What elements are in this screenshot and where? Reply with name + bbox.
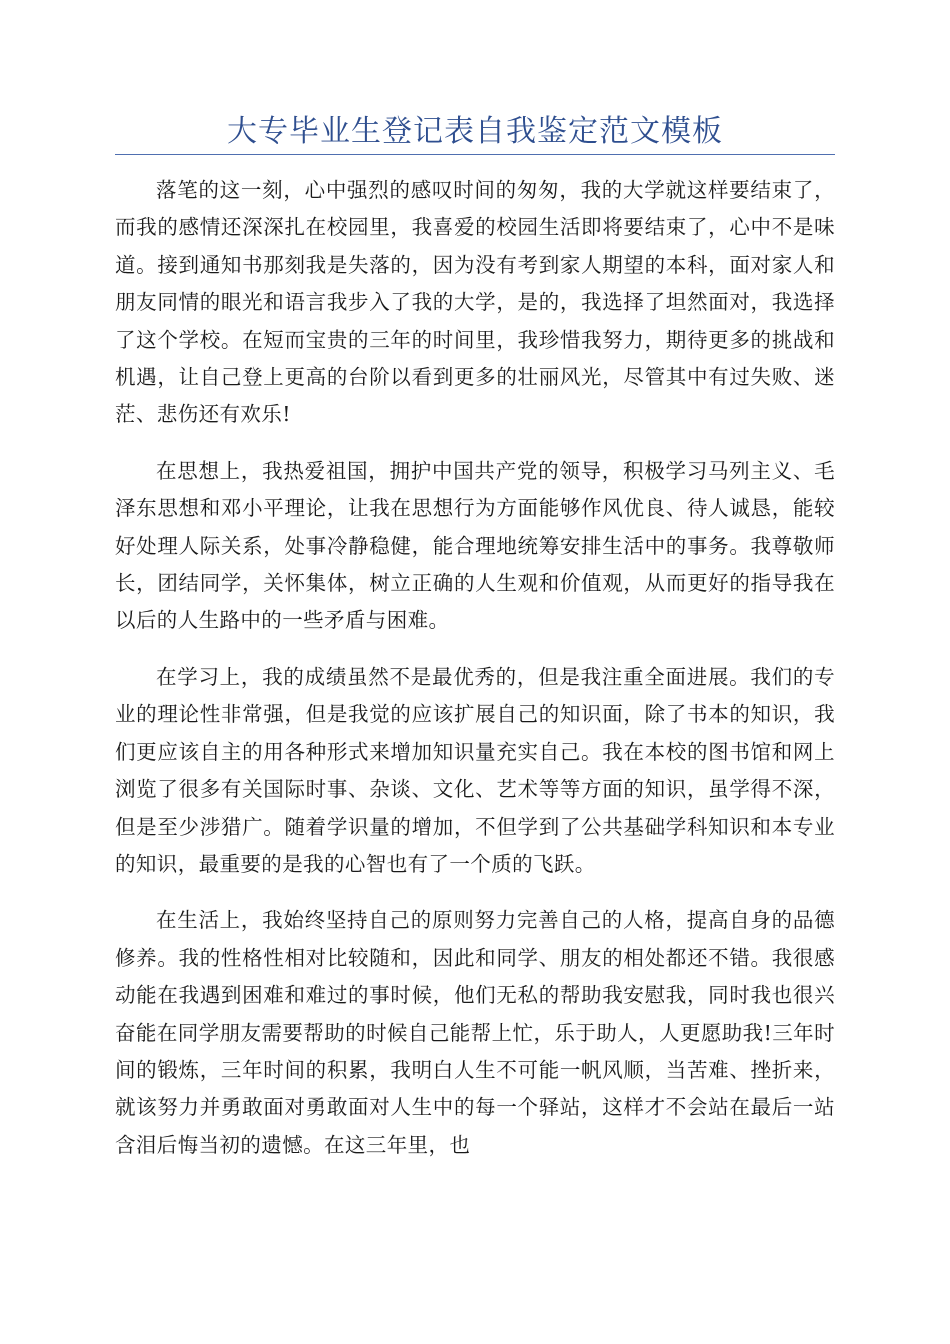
paragraph-intro: 落笔的这一刻，心中强烈的感叹时间的匆匆，我的大学就这样要结束了，而我的感情还深深扎在校园里，我喜爱的校园生活即将要结束了，心中不是味道。接到通知书那刻我是失落的，因为没有考到家人期望的本科，面对家人和朋友同情的眼光和语言我步入了我的大学，是的，我选择了坦然面对，我选择了这个学校。在短而宝贵的三年的时间里，我珍惜我努力，期待更多的挑战和机遇，让自己登上更高的台阶以看到更多的壮丽风光，尽管其中有过失败、迷茫、悲伤还有欢乐! — [115, 178, 835, 427]
title-underline — [115, 154, 835, 155]
paragraph-life: 在生活上，我始终坚持自己的原则努力完善自己的人格，提高自身的品德修养。我的性格性相对比较随和，因此和同学、朋友的相处都还不错。我很感动能在我遇到困难和难过的事时候，他们无私的帮助我安慰我，同时我也很兴奋能在同学朋友需要帮助的时候自己能帮上忙，乐于助人，人更愿助我!三年时间的锻炼，三年时间的积累，我明白人生不可能一帆风顺，当苦难、挫折来，就该努力并勇敢面对勇敢面对人生中的每一个驿站，这样才不会站在最后一站含泪后悔当初的遗憾。在这三年里，也 — [115, 908, 835, 1157]
document-title: 大专毕业生登记表自我鉴定范文模板 — [227, 114, 723, 149]
paragraph-study: 在学习上，我的成绩虽然不是最优秀的，但是我注重全面进展。我们的专业的理论性非常强，但是我觉的应该扩展自己的知识面，除了书本的知识，我们更应该自主的用各种形式来增加知识量充实自己。我在本校的图书馆和网上浏览了很多有关国际时事、杂谈、文化、艺术等等方面的知识，虽学得不深，但是至少涉猎广。随着学识量的增加，不但学到了公共基础学科知识和本专业的知识，最重要的是我的心智也有了一个质的飞跃。 — [115, 664, 835, 876]
paragraph-ideology: 在思想上，我热爱祖国，拥护中国共产党的领导，积极学习马列主义、毛泽东思想和邓小平理论，让我在思想行为方面能够作风优良、待人诚恳，能较好处理人际关系，处事冷静稳健，能合理地统筹安排生活中的事务。我尊敬师长，团结同学，关怀集体，树立正确的人生观和价值观，从而更好的指导我在以后的人生路中的一些矛盾与困难。 — [115, 458, 835, 633]
document-body — [115, 172, 835, 1183]
